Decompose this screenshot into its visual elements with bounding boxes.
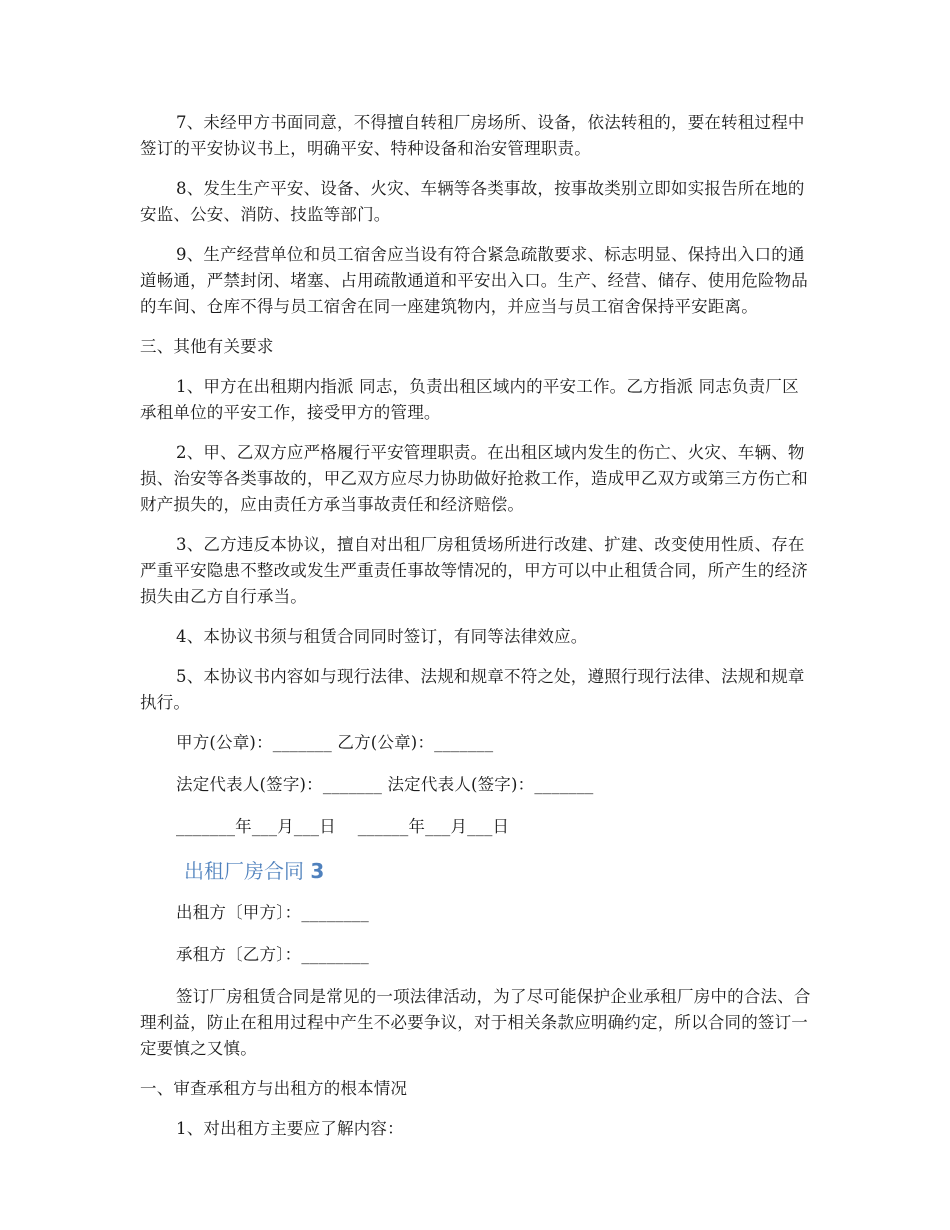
date-line: _______年___月___日 ______年___月___日 xyxy=(176,817,510,836)
document-body xyxy=(140,110,812,1156)
other-clause-5: 5、本协议书内容如与现行法律、法规和规章不符之处，遵照行现行法律、法规和规章执行。 xyxy=(140,667,805,712)
other-clause-4: 4、本协议书须与租赁合同同时签订，有同等法律效应。 xyxy=(176,627,588,646)
heading-other-requirements: 三、其他有关要求 xyxy=(140,337,274,356)
other-clause-2: 2、甲、乙双方应严格履行平安管理职责。在出租区域内发生的伤亡、火灾、车辆、物损、治安等各类事故的，甲乙双方应尽力协助做好抢救工作，造成甲乙双方或第三方伤亡和财产损失的，应由责任方承当事故责任和经济赔偿。 xyxy=(140,443,808,514)
other-clause-1: 1、甲方在出租期内指派 同志，负责出租区域内的平安工作。乙方指派 同志负责厂区承租单位的平安工作，接受甲方的管理。 xyxy=(140,377,799,422)
other-clause-3: 3、乙方违反本协议，擅自对出租厂房租赁场所进行改建、扩建、改变使用性质、存在严重平安隐患不整改或发生严重责任事故等情况的，甲方可以中止租赁合同，所产生的经济损失由乙方自行承当。 xyxy=(140,535,808,606)
heading-review: 一、审查承租方与出租方的根本情况 xyxy=(140,1079,408,1098)
section-title xyxy=(184,856,812,886)
lessor-line: 出租方〔甲方〕：________ xyxy=(176,903,369,922)
seal-line: 甲方(公章)：_______ 乙方(公章)：_______ xyxy=(176,733,494,752)
intro-paragraph: 签订厂房租赁合同是常见的一项法律活动，为了尽可能保护企业承租厂房中的合法、合理利益，防止在租用过程中产生不必要争议，对于相关条款应明确约定，所以合同的签订一定要慎之又慎。 xyxy=(140,987,811,1058)
representative-line: 法定代表人(签字)：_______ 法定代表人(签字)：_______ xyxy=(176,775,594,794)
review-item-1: 1、对出租方主要应了解内容： xyxy=(176,1119,404,1138)
lessee-line: 承租方〔乙方〕：________ xyxy=(176,945,369,964)
clause-8: 8、发生生产平安、设备、火灾、车辆等各类事故，按事故类别立即如实报告所在地的安监、公安、消防、技监等部门。 xyxy=(140,179,805,224)
section-title-text: 出租厂房合同 xyxy=(184,859,304,883)
clause-7: 7、未经甲方书面同意，不得擅自转租厂房场所、设备，依法转租的，要在转租过程中签订的平安协议书上，明确平安、特种设备和治安管理职责。 xyxy=(140,113,805,158)
clause-9: 9、生产经营单位和员工宿舍应当设有符合紧急疏散要求、标志明显、保持出入口的通道畅通，严禁封闭、堵塞、占用疏散通道和平安出入口。生产、经营、储存、使用危险物品的车间、仓库不得与员工宿舍在同一座建筑物内，并应当与员工宿舍保持平安距离。 xyxy=(140,245,808,316)
section-title-number: 3 xyxy=(310,859,325,883)
